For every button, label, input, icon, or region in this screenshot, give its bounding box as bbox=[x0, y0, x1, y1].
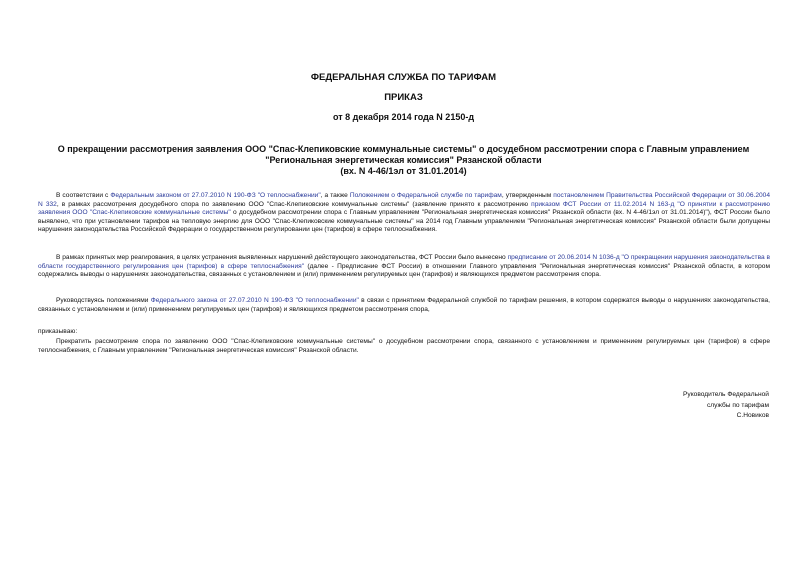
link-law-190fz[interactable]: Федеральным законом от 27.07.2010 N 190-ФЗ "О теплоснабжении" bbox=[110, 192, 321, 199]
p3-text-1: Руководствуясь положениями bbox=[56, 297, 151, 304]
link-government-decree-332[interactable]: постановлением Правительства Российской Федерации от 30.06.2004 N 332 bbox=[38, 192, 770, 208]
link-regulation-fst[interactable]: Положением о Федеральной службе по тарифам bbox=[349, 192, 502, 199]
p1-text-5: о досудебном рассмотрении спора с Главным управлением "Региональная энергетическая комиссия" Рязанской области (вх. N 4-46/1эл от 31.01.2014)"), ФСТ России было выявлено, что при установлении тарифов на тепловую энергию для ООО "Спас-Клепиковские коммунальные системы" на 2014 год Главным управлением "Региональная энергетическая комиссия" Рязанской области были допущены нарушения законодательства Российской Федерации о государственном регулировании цен (тарифов) в сфере теплоснабжения. bbox=[38, 209, 770, 234]
p2-text-1: В рамках принятых мер реагирования, в целях устранения выявленных нарушений действующего законодательства, ФСТ России было вынесено bbox=[56, 254, 508, 261]
p2-text-2: (далее - Предписание ФСТ России) в отношении Главного управления "Региональная энергетическая комиссия" Рязанской области, в котором содержались выводы о нарушениях законодательства, связанных с установлением и (или) применением регулируемых цен (тарифов) и являющихся предметом рассмотрения спора. bbox=[38, 262, 770, 279]
title-line-3: (вх. N 4-46/1эл от 31.01.2014) bbox=[340, 166, 467, 176]
paragraph-2 bbox=[38, 254, 770, 280]
signature-line-2: службы по тарифам bbox=[706, 401, 769, 409]
p1-text-2: , а также bbox=[320, 192, 350, 199]
title-line-1: О прекращении рассмотрения заявления ООО "Спас-Клепиковские коммунальные системы" о досудебном рассмотрении спора с Главным управлением bbox=[57, 144, 750, 154]
link-law-190fz-2[interactable]: Федерального закона от 27.07.2010 N 190-ФЗ "О теплоснабжении" bbox=[150, 297, 359, 304]
signature-line-1: Руководитель Федеральной bbox=[683, 391, 769, 398]
agency-heading: ФЕДЕРАЛЬНАЯ СЛУЖБА ПО ТАРИФАМ bbox=[310, 72, 497, 83]
p3-text-2: в связи с принятием Федеральной службой по тарифам решения, в котором содержатся выводы о нарушениях законодательства, связанных с установлением и (или) применением регулируемых цен (тарифов) и являющихся предметом рассмотрения спора, bbox=[38, 297, 771, 313]
date-number-heading: от 8 декабря 2014 года N 2150-д bbox=[332, 112, 475, 122]
paragraph-resolution: Прекратить рассмотрение спора по заявлению ООО "Спас-Клепиковские коммунальные системы" о досудебном рассмотрении спора, связанного с установлением и применением регулируемых цен (тарифов) в сфере теплоснабжения, с Главным управлением "Региональная энергетическая комиссия" Рязанской области. bbox=[38, 338, 770, 354]
doc-type-heading: ПРИКАЗ bbox=[384, 92, 423, 103]
order-word: приказываю: bbox=[38, 328, 78, 335]
title-line-2: "Региональная энергетическая комиссия" Рязанской области bbox=[265, 155, 542, 165]
paragraph-1 bbox=[38, 192, 770, 235]
signature-block bbox=[683, 390, 769, 422]
document-title bbox=[0, 144, 807, 177]
signature-name: С.Новиков bbox=[736, 412, 769, 419]
p1-text-3: , утвержденным bbox=[501, 192, 554, 199]
p1-text-4: , в рамках рассмотрения досудебного спора по заявлению ООО "Спас-Клепиковские коммунальные системы" (заявление принято к рассмотрению bbox=[56, 200, 532, 208]
link-order-163d[interactable]: приказом ФСТ России от 11.02.2014 N 163-д "О принятии к рассмотрению заявления ООО "Спас-Клепиковские коммунальные системы" bbox=[38, 200, 771, 217]
link-prescription-1036d[interactable]: предписание от 20.06.2014 N 1036-д "О прекращении нарушения законодательства в области государственного регулирования цен (тарифов) в сфере теплоснабжения" bbox=[38, 254, 770, 270]
p1-text-1: В соответствии с bbox=[56, 192, 111, 199]
paragraph-3 bbox=[38, 297, 770, 314]
